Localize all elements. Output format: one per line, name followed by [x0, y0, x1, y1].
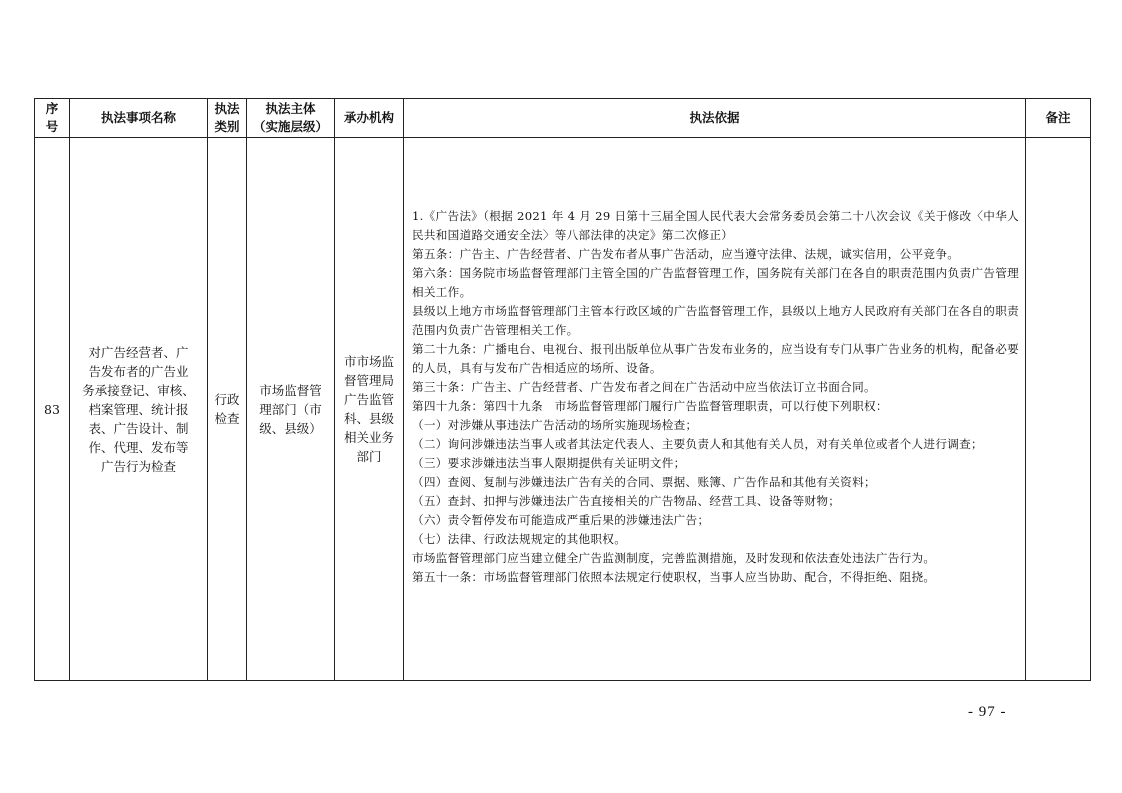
- page-number: - 97 -: [968, 704, 1007, 720]
- basis-paragraph: 第四十九条：第四十九条 市场监督管理部门履行广告监督管理职责，可以行使下列职权：: [412, 399, 888, 413]
- basis-paragraph: 第五条：广告主、广告经营者、广告发布者从事广告活动，应当遵守法律、法规，诚实信用，公平竞争。: [412, 247, 960, 261]
- header-category: 执法 类别: [208, 99, 247, 138]
- cell-category: 行政 检查: [208, 138, 247, 681]
- cell-org: 市市场监 督管理局 广告监管 科、县级 相关业务 部门: [335, 138, 404, 681]
- basis-paragraph: 第六条：国务院市场监督管理部门主管全国的广告监督管理工作，国务院有关部门在各自的职责范围内负责广告管理相关工作。: [412, 266, 1019, 299]
- basis-paragraph: 第二十九条：广播电台、电视台、报刊出版单位从事广告发布业务的，应当设有专门从事广告业务的机构，配备必要的人员，具有与发布广告相适应的场所、设备。: [412, 342, 1019, 375]
- basis-paragraph: （一）对涉嫌从事违法广告活动的场所实施现场检查；: [412, 418, 698, 432]
- enforcement-table: [34, 98, 1091, 681]
- basis-paragraph: 第五十一条：市场监督管理部门依照本法规定行使职权，当事人应当协助、配合，不得拒绝、阻挠。: [412, 570, 936, 584]
- header-org: 承办机构: [335, 99, 404, 138]
- basis-paragraph: 第三十条：广告主、广告经营者、广告发布者之间在广告活动中应当依法订立书面合同。: [412, 380, 876, 394]
- basis-paragraph: （二）询问涉嫌违法当事人或者其法定代表人、主要负责人和其他有关人员，对有关单位或者个人进行调查；: [412, 437, 983, 451]
- cell-remarks: [1026, 138, 1091, 681]
- basis-text: [404, 207, 1025, 587]
- basis-paragraph: （五）查封、扣押与涉嫌违法广告直接相关的广告物品、经营工具、设备等财物；: [412, 494, 841, 508]
- header-seq: 序 号: [35, 99, 70, 138]
- header-remarks: 备注: [1026, 99, 1091, 138]
- basis-paragraph: （四）查阅、复制与涉嫌违法广告有关的合同、票据、账簿、广告作品和其他有关资料；: [412, 475, 876, 489]
- basis-paragraph: 1.《广告法》（根据 2021 年 4 月 29 日第十三届全国人民代表大会常务委员会第二十八次会议《关于修改〈中华人民共和国道路交通安全法〉等八部法律的决定》第二次修正）: [412, 209, 1019, 242]
- basis-paragraph: 县级以上地方市场监督管理部门主管本行政区域的广告监督管理工作，县级以上地方人民政府有关部门在各自的职责范围内负责广告管理相关工作。: [412, 304, 1019, 337]
- basis-paragraph: （三）要求涉嫌违法当事人限期提供有关证明文件；: [412, 456, 686, 470]
- cell-basis: [404, 138, 1026, 681]
- basis-paragraph: （六）责令暂停发布可能造成严重后果的涉嫌违法广告；: [412, 513, 710, 527]
- basis-paragraph: （七）法律、行政法规规定的其他职权。: [412, 532, 627, 546]
- header-basis: 执法依据: [404, 99, 1026, 138]
- header-subject: 执法主体 （实施层级）: [247, 99, 335, 138]
- cell-subject: 市场监督管 理部门（市 级、县级）: [247, 138, 335, 681]
- table-header-row: [35, 99, 1091, 138]
- basis-paragraph: 市场监督管理部门应当建立健全广告监测制度，完善监测措施，及时发现和依法查处违法广告行为。: [412, 551, 936, 565]
- cell-seq: 83: [35, 138, 70, 681]
- header-item-name: 执法事项名称: [70, 99, 208, 138]
- cell-item-name: 对广告经营者、广 告发布者的广告业 务承接登记、审核、 档案管理、统计报 表、广告设计、制 作、代理、发布等 广告行为检查: [70, 138, 208, 681]
- table-row: [35, 138, 1091, 681]
